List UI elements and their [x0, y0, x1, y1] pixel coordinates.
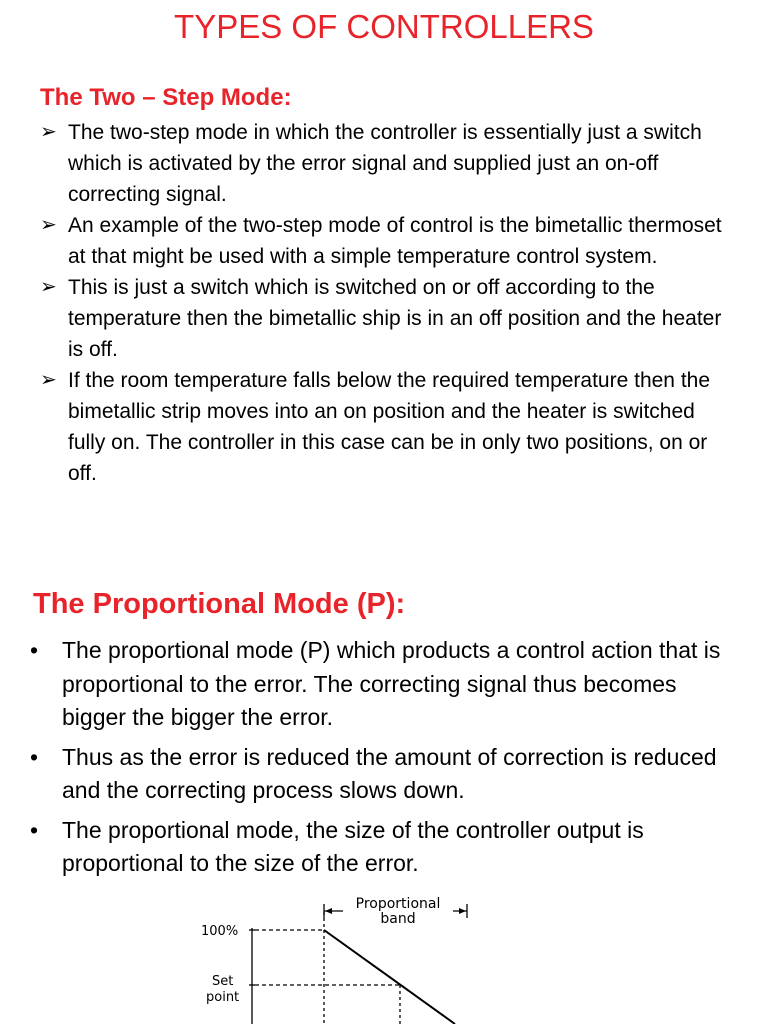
- arrow-bullet-icon: ➢: [40, 276, 57, 298]
- label-100-percent: 100%: [201, 924, 239, 939]
- two-step-heading: The Two – Step Mode:: [40, 84, 292, 111]
- list-item-text: The two-step mode in which the controller is essentially just a switch which is activated by the error signal and supplied just an on-off correcting signal.: [68, 121, 702, 206]
- arrow-bullet-icon: ➢: [40, 369, 57, 391]
- dot-bullet-icon: •: [30, 816, 39, 843]
- label-point: point: [206, 990, 240, 1005]
- proportional-heading: The Proportional Mode (P):: [33, 588, 406, 620]
- label-set: Set: [212, 974, 234, 989]
- band-label-line2: band: [380, 911, 416, 927]
- list-item: [40, 272, 730, 365]
- two-step-list: [40, 117, 730, 489]
- proportional-list: [30, 634, 730, 887]
- proportional-band-diagram: [160, 888, 500, 1024]
- list-item: [40, 365, 730, 489]
- band-label-line1: Proportional: [355, 896, 441, 912]
- list-item-text: The proportional mode, the size of the controller output is proportional to the size of the error.: [62, 816, 644, 876]
- band-arrow-right-icon: [459, 908, 466, 914]
- list-item-text: Thus as the error is reduced the amount of correction is reduced and the correcting process slows down.: [62, 743, 717, 803]
- list-item: [40, 210, 730, 272]
- dot-bullet-icon: •: [30, 637, 39, 663]
- list-item: [30, 814, 730, 881]
- list-item-text: The proportional mode (P) which products a control action that is proportional to the error. The correcting signal thus becomes bigger the bigger the error.: [62, 637, 721, 730]
- list-item: [40, 117, 730, 210]
- proportional-slope-line: [324, 930, 455, 1024]
- list-item-text: This is just a switch which is switched on or off according to the temperature then the bimetallic ship is in an off position and the heater is off.: [68, 276, 722, 361]
- page-title: TYPES OF CONTROLLERS: [174, 8, 594, 45]
- list-item: [30, 741, 730, 808]
- dot-bullet-icon: •: [30, 743, 39, 770]
- band-arrow-left-icon: [325, 908, 332, 914]
- list-item-text: An example of the two-step mode of control is the bimetallic thermoset at that might be used with a simple temperature control system.: [68, 214, 722, 268]
- list-item: [30, 634, 730, 735]
- list-item-text: If the room temperature falls below the required temperature then the bimetallic strip moves into an on position and the heater is switched fully on. The controller in this case can be in only two positions, on or off.: [68, 369, 711, 485]
- arrow-bullet-icon: ➢: [40, 121, 57, 143]
- arrow-bullet-icon: ➢: [40, 214, 57, 236]
